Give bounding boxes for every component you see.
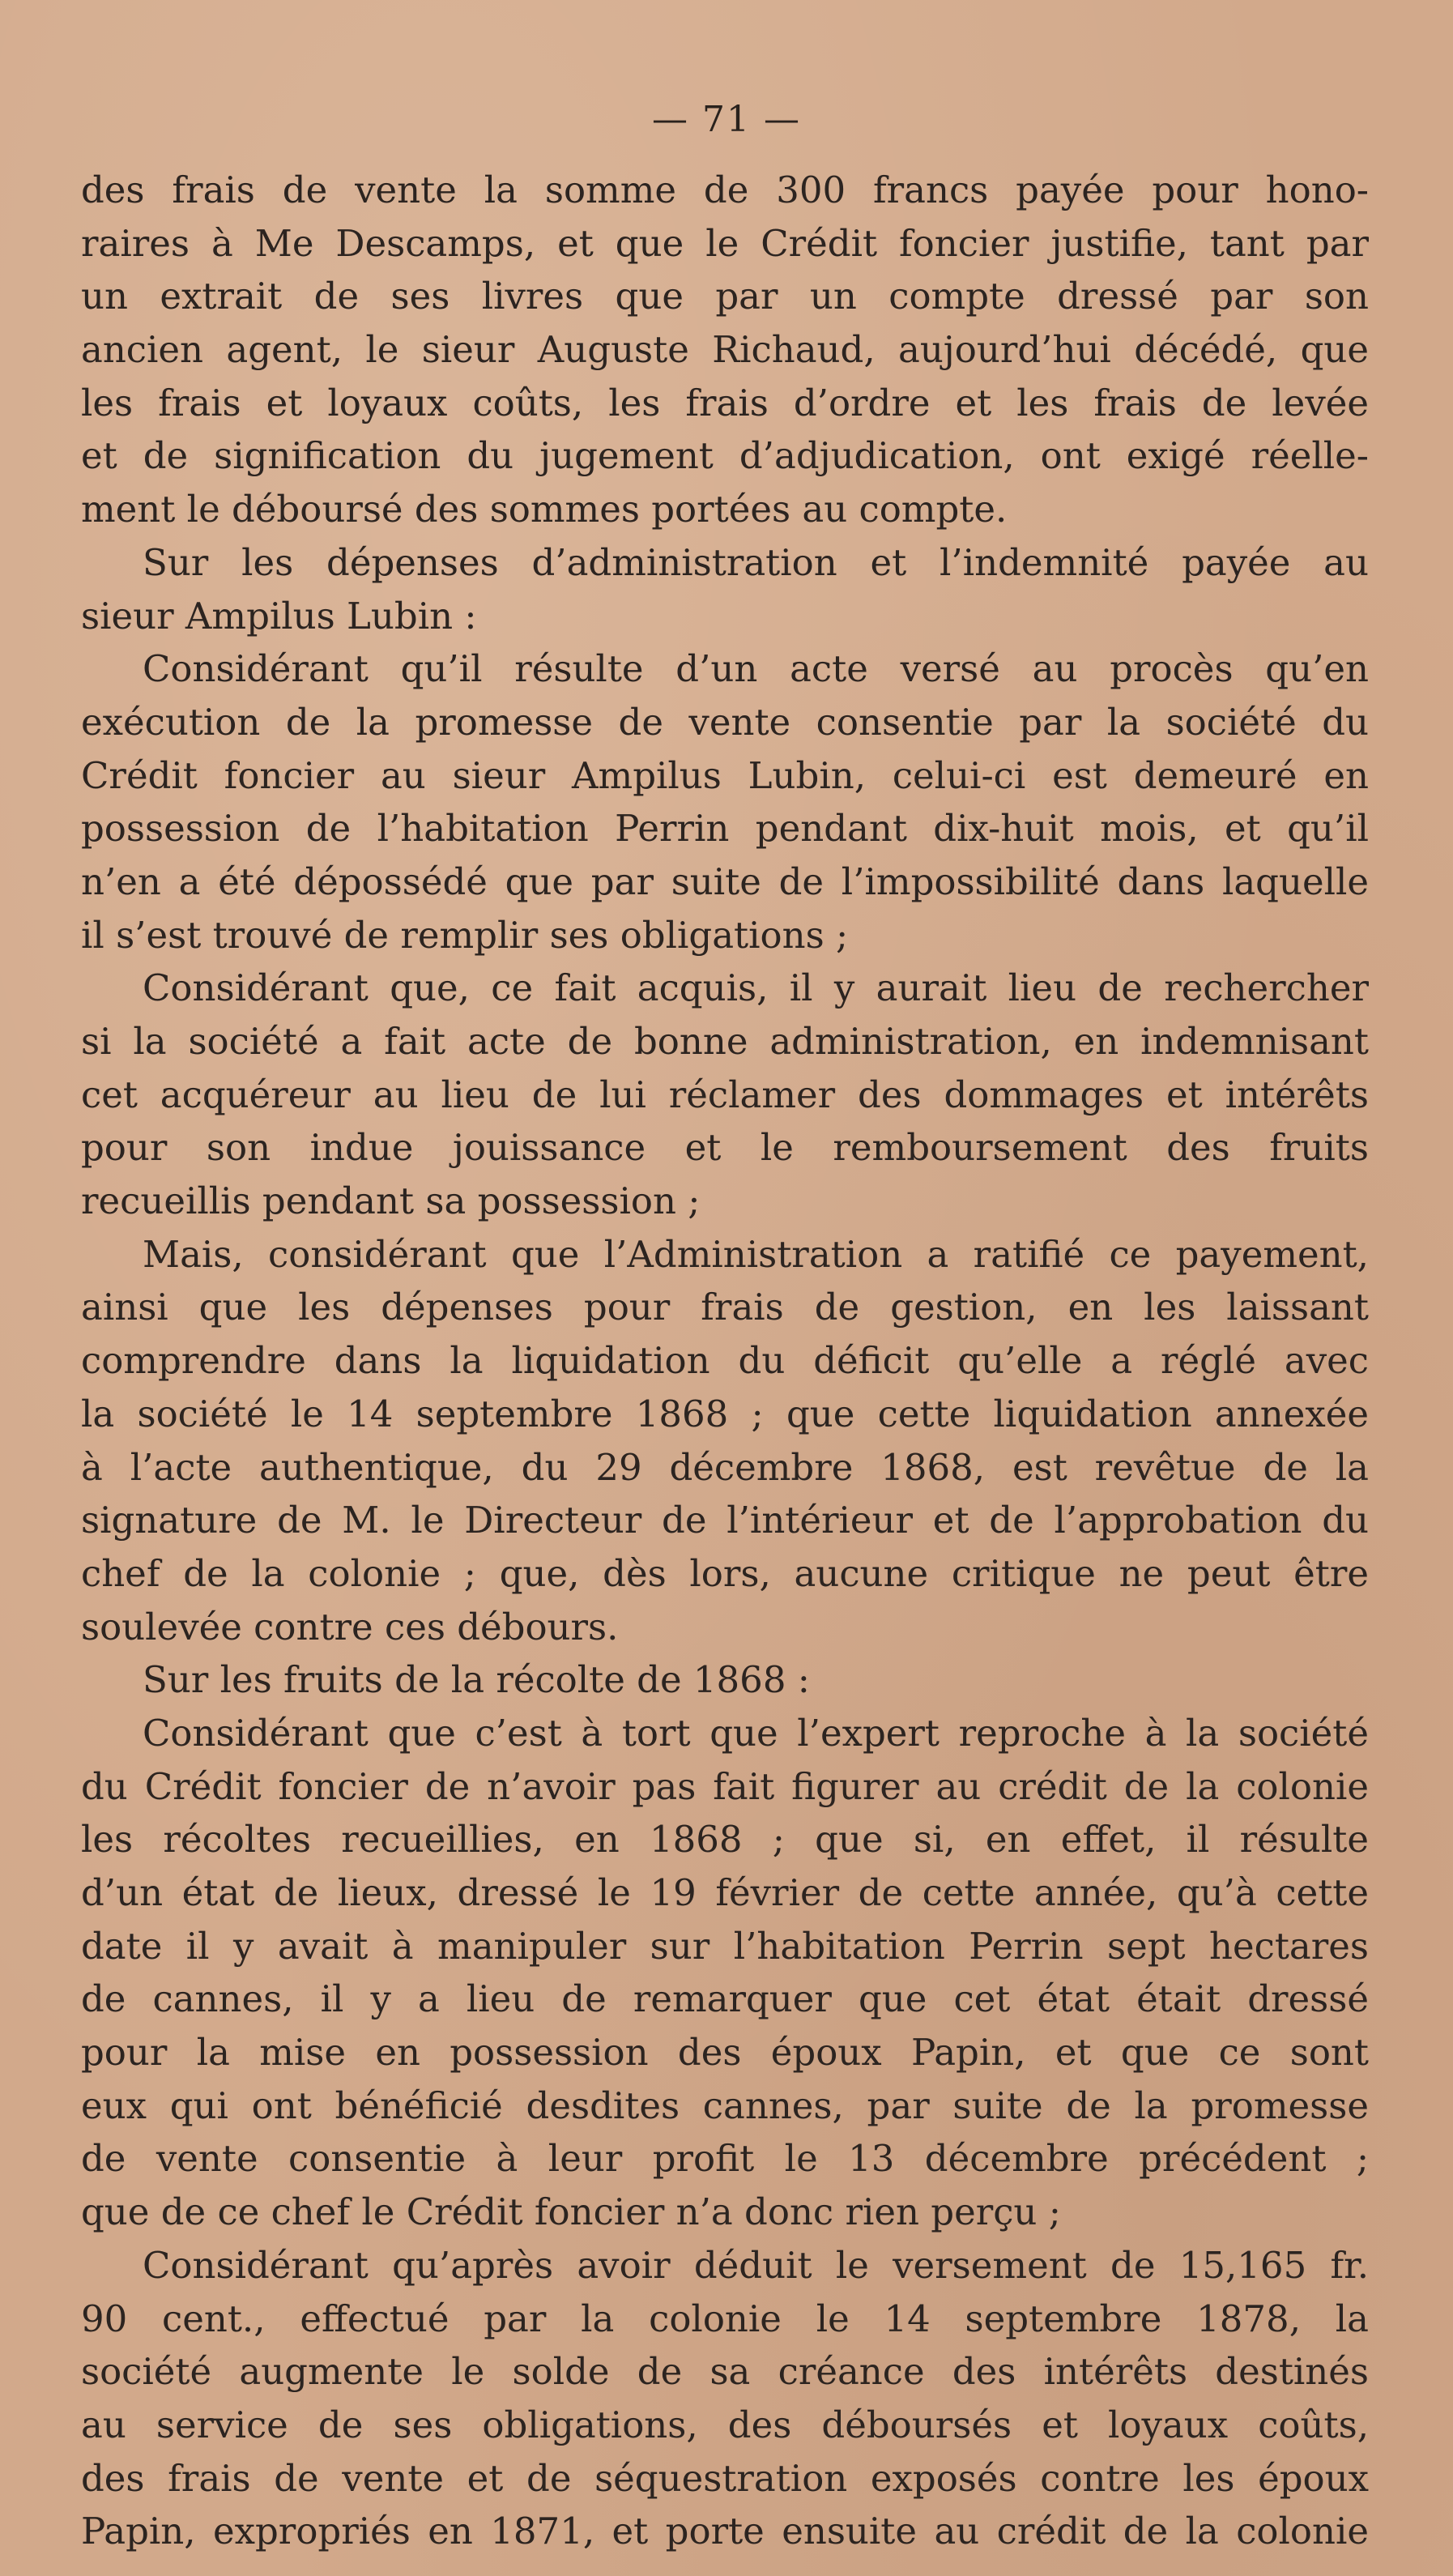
text-line: pour son indue jouissance et le remboursement des fruits: [81, 1126, 1369, 1170]
text-line: Considérant que c’est à tort que l’expert reproche à la société: [143, 1711, 1369, 1755]
text-line: ancien agent, le sieur Auguste Richaud, aujourd’hui décédé, que: [81, 328, 1369, 372]
text-line: possession de l’habitation Perrin pendant dix-huit mois, et qu’il: [81, 807, 1369, 851]
text-line: que de ce chef le Crédit foncier n’a donc rien perçu ;: [81, 2190, 1061, 2234]
text-body: [81, 164, 1369, 2558]
text-line: Papin, expropriés en 1871, et porte ensuite au crédit de la colonie: [81, 2510, 1369, 2553]
text-line: cet acquéreur au lieu de lui réclamer des dommages et intérêts: [81, 1073, 1369, 1116]
text-line: n’en a été dépossédé que par suite de l’impossibilité dans laquelle: [81, 859, 1369, 903]
text-line: de vente consentie à leur profit le 13 décembre précédent ;: [81, 2137, 1369, 2181]
text-line: un extrait de ses livres que par un compte dressé par son: [81, 275, 1369, 318]
text-line: et de signification du jugement d’adjudication, ont exigé réelle-: [81, 434, 1369, 478]
text-line: Considérant que, ce fait acquis, il y aurait lieu de rechercher: [143, 966, 1369, 1010]
text-line: il s’est trouvé de remplir ses obligations ;: [81, 913, 849, 957]
text-line: des frais de vente la somme de 300 francs payée pour hono-: [81, 168, 1369, 211]
text-line: Sur les dépenses d’administration et l’indemnité payée au: [143, 540, 1369, 584]
text-line: si la société a fait acte de bonne administration, en indemnisant: [81, 1020, 1369, 1063]
page-number: — 71 —: [652, 99, 801, 140]
text-line: recueillis pendant sa possession ;: [81, 1179, 701, 1223]
text-line: les frais et loyaux coûts, les frais d’ordre et les frais de levée: [81, 381, 1369, 424]
text-line: à l’acte authentique, du 29 décembre 1868, est revêtue de la: [81, 1445, 1369, 1489]
text-line: Considérant qu’il résulte d’un acte versé au procès qu’en: [143, 647, 1369, 691]
text-line: ment le déboursé des sommes portées au compte.: [81, 488, 1008, 531]
text-line: Crédit foncier au sieur Ampilus Lubin, celui-ci est demeuré en: [81, 753, 1369, 797]
text-line: société augmente le solde de sa créance des intérêts destinés: [81, 2350, 1369, 2394]
text-line: la société le 14 septembre 1868 ; que cette liquidation annexée: [81, 1392, 1369, 1435]
text-line: Mais, considérant que l’Administration a ratifié ce payement,: [143, 1232, 1369, 1276]
text-line: soulevée contre ces débours.: [81, 1605, 619, 1648]
text-line: exécution de la promesse de vente consentie par la société du: [81, 700, 1369, 744]
text-line: ainsi que les dépenses pour frais de gestion, en les laissant: [81, 1286, 1369, 1329]
text-line: Sur les fruits de la récolte de 1868 :: [143, 1658, 810, 1702]
text-line: comprendre dans la liquidation du déficit qu’elle a réglé avec: [81, 1339, 1369, 1383]
text-line: de cannes, il y a lieu de remarquer que cet état était dressé: [81, 1977, 1369, 2021]
text-line: au service de ses obligations, des déboursés et loyaux coûts,: [81, 2403, 1369, 2446]
text-line: les récoltes recueillies, en 1868 ; que si, en effet, il résulte: [81, 1818, 1369, 1862]
text-line: Considérant qu’après avoir déduit le versement de 15,165 fr.: [143, 2243, 1369, 2287]
text-line: d’un état de lieux, dressé le 19 février de cette année, qu’à cette: [81, 1871, 1369, 1914]
text-line: signature de M. le Directeur de l’intérieur et de l’approbation du: [81, 1499, 1369, 1542]
text-line: date il y avait à manipuler sur l’habitation Perrin sept hectares: [81, 1924, 1369, 1968]
text-line: du Crédit foncier de n’avoir pas fait figurer au crédit de la colonie: [81, 1764, 1369, 1808]
text-line: raires à Me Descamps, et que le Crédit foncier justifie, tant par: [81, 221, 1369, 265]
text-line: 90 cent., effectué par la colonie le 14 septembre 1878, la: [81, 2297, 1369, 2340]
text-line: des frais de vente et de séquestration exposés contre les époux: [81, 2456, 1369, 2500]
text-line: eux qui ont bénéficié desdites cannes, par suite de la promesse: [81, 2083, 1369, 2127]
text-line: pour la mise en possession des époux Papin, et que ce sont: [81, 2031, 1369, 2075]
text-line: sieur Ampilus Lubin :: [81, 594, 477, 638]
text-line: chef de la colonie ; que, dès lors, aucune critique ne peut être: [81, 1551, 1369, 1595]
